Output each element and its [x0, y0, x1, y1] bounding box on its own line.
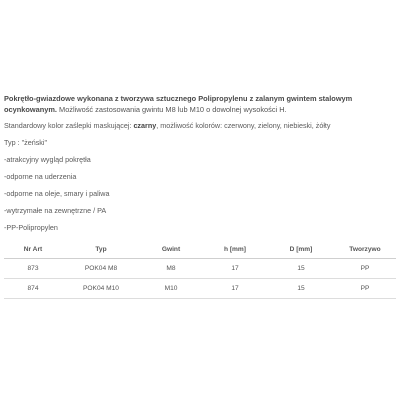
- header-typ: Typ: [62, 240, 140, 259]
- header-gwint: Gwint: [140, 240, 202, 259]
- cell-nr-art: 874: [4, 279, 62, 299]
- header-d: D [mm]: [268, 240, 334, 259]
- intro-paragraph: [4, 94, 396, 115]
- intro-bold-text: Pokrętło-gwiazdowe wykonana z tworzywa sztucznego Polipropylenu z zalanym gwintem stalowym ocynkowanym.: [4, 94, 353, 114]
- color-line: [4, 121, 396, 130]
- table-row: [4, 279, 396, 299]
- cell-typ: POK04 M8: [62, 259, 140, 279]
- cell-h: 17: [202, 279, 268, 299]
- type-line: Typ : "żeński": [4, 138, 48, 147]
- feature-item: -atrakcyjny wygląd pokrętła: [4, 155, 91, 164]
- feature-item: -PP-Polipropylen: [4, 223, 58, 232]
- color-line-prefix: Standardowy kolor zaślepki maskującej:: [4, 121, 134, 130]
- cell-h: 17: [202, 259, 268, 279]
- cell-gwint: M8: [140, 259, 202, 279]
- cell-d: 15: [268, 279, 334, 299]
- header-nr-art: Nr Art: [4, 240, 62, 259]
- color-line-bold: czarny: [133, 121, 157, 130]
- cell-nr-art: 873: [4, 259, 62, 279]
- product-description: [4, 94, 396, 299]
- cell-gwint: M10: [140, 279, 202, 299]
- cell-d: 15: [268, 259, 334, 279]
- feature-item: -odporne na oleje, smary i paliwa: [4, 189, 110, 198]
- cell-tworzywo: PP: [334, 279, 396, 299]
- table-header-row: [4, 240, 396, 259]
- header-tworzywo: Tworzywo: [334, 240, 396, 259]
- feature-item: -wytrzymałe na zewnętrzne / PA: [4, 206, 107, 215]
- cell-tworzywo: PP: [334, 259, 396, 279]
- intro-normal-text: Możliwość zastosowania gwintu M8 lub M10 o dowolnej wysokości H.: [56, 104, 287, 114]
- header-h: h [mm]: [202, 240, 268, 259]
- table-row: [4, 259, 396, 279]
- cell-typ: POK04 M10: [62, 279, 140, 299]
- feature-item: -odporne na uderzenia: [4, 172, 77, 181]
- color-line-suffix: , możliwość kolorów: czerwony, zielony, niebieski, żółty: [156, 121, 331, 130]
- spec-table: [4, 240, 396, 299]
